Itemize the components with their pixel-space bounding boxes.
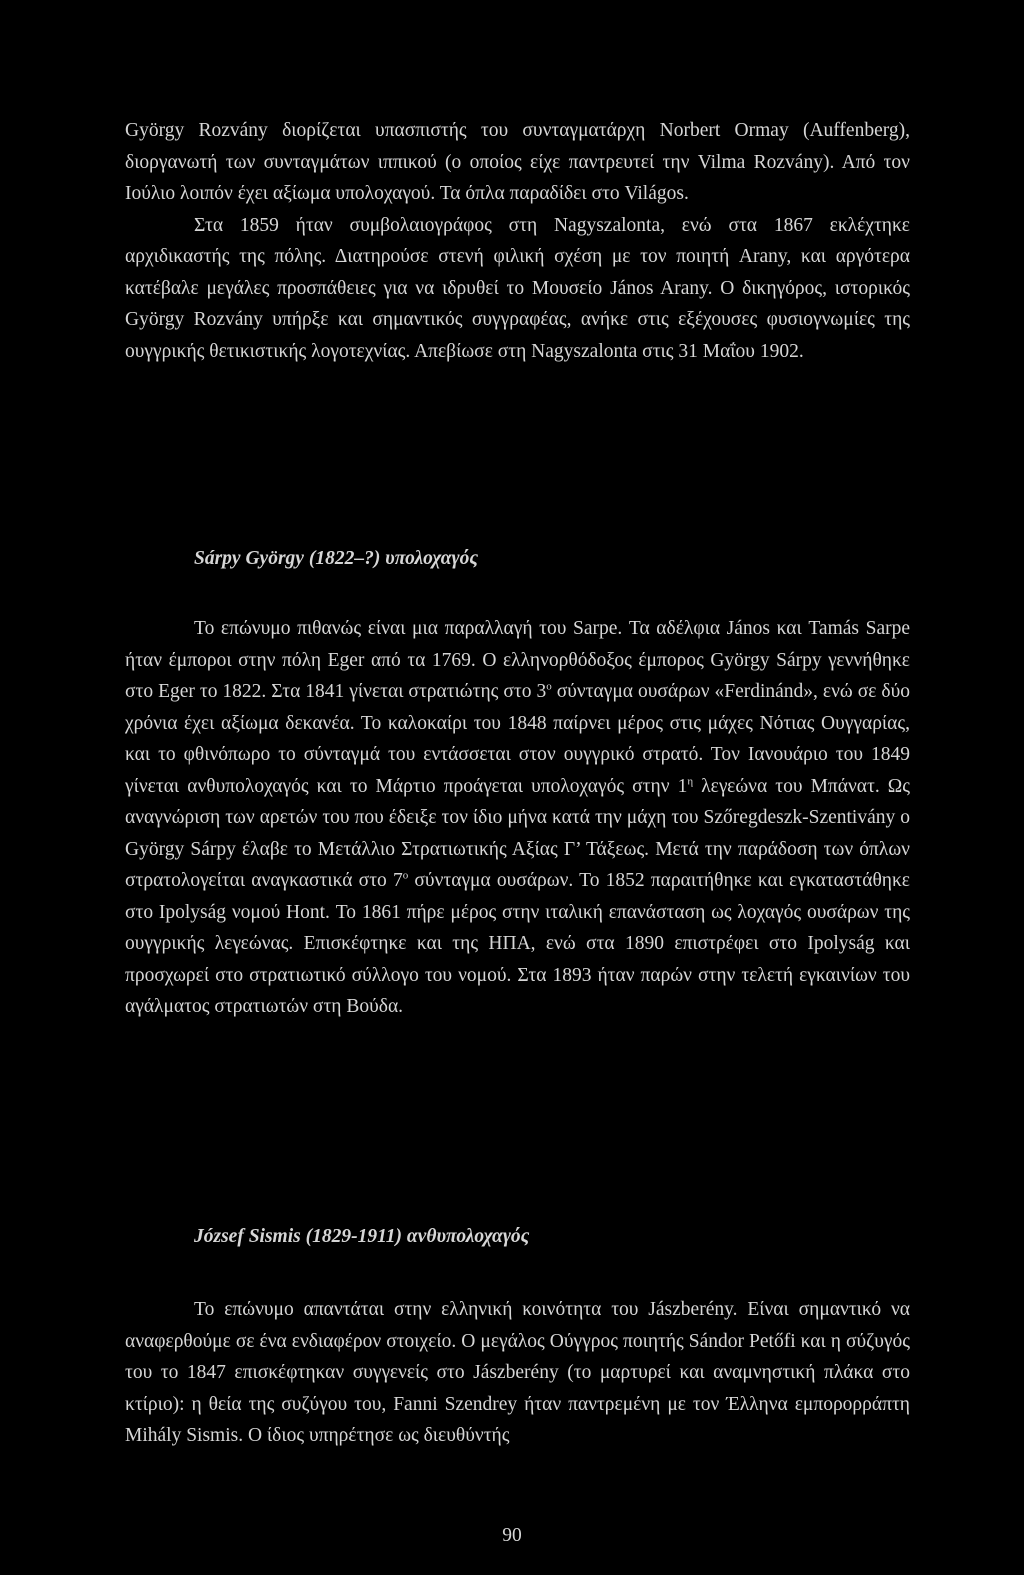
paragraph: Το επώνυμο απαντάται στην ελληνική κοινότητα του Jászberény. Είναι σημαντικό να αναφερθούμε σε ένα ενδιαφέρον στοιχείο. Ο μεγάλος Ούγγρος ποιητής Sándor Petőfi και η σύζυγός του το 1847 επισκέφτηκαν συγγενείς στο Jászberény (το μαρτυρεί και αναμνηστική πλάκα στο κτίριο): η θεία της συζύγου του, Fanni Szendrey ήταν παντρεμένη με τον Έλληνα εμπορορράπτη Mihály Sismis. Ο ίδιος υπηρέτησε ως διευθύντής — [125, 1299, 910, 1446]
text-run: Το επώνυμο πιθανώς είναι μια παραλλαγή του Sarpe. Τα αδέλφια János και Tamás Sarpe ήταν έμποροι στην πόλη Eger από τα 1769. Ο ελληνορθόδοξος έμπορος György Sárpy γεννήθηκε στο Eger το 1822. Στα 1841 γίνεται στρατιώτης στο 3 — [125, 618, 910, 702]
ordinal-superscript: η — [687, 775, 694, 787]
paragraph: Στα 1859 ήταν συμβολαιογράφος στη Nagyszalonta, ενώ στα 1867 εκλέχτηκε αρχιδικαστής της πόλης. Διατηρούσε στενή φιλική σχέση με τον ποιητή Arany, και αργότερα κατέβαλε μεγάλες προσπάθειες για να ιδρυθεί το Μουσείο János Arany. Ο δικηγόρος, ιστορικός György Rozvány υπήρξε και σημαντικός συγγραφέας, ανήκε στις εξέχουσες φυσιογνωμίες της ουγγρικής θετικιστικής λογοτεχνίας. Απεβίωσε στη Nagyszalonta στις 31 Μαΐου 1902. — [125, 214, 910, 362]
text-run: λεγεώνα του Μπάνατ. Ως αναγνώριση των αρετών του που έδειξε τον ίδιο μήνα κατά την μάχη του Szőregdeszk-Szentivány ο György Sárpy έλαβε το Μετάλλιο Στρατιωτικής Αξίας Γ’ Τάξεως. Μετά την παράδοση των όπλων στρατολογείται αναγκαστικά στο 7 — [125, 775, 911, 891]
page-number: 90 — [502, 1525, 522, 1546]
paragraph — [125, 613, 910, 1023]
section-heading-sarpy: Sárpy György (1822–?) υπολοχαγός — [194, 548, 479, 569]
sarpy-section — [125, 613, 910, 1023]
paragraph-continuation: György Rozvány διορίζεται υπασπιστής του συνταγματάρχη Norbert Ormay (Auffenberg), διοργανωτή των συνταγμάτων ιππικού (ο οποίος είχε παντρευτεί την Vilma Rozvány). Από τον Ιούλιο λοιπόν έχει αξίωμα υπολοχαγού. Τα όπλα παραδίδει στο Világos. — [125, 120, 910, 204]
sismis-section — [125, 1294, 910, 1452]
ordinal-superscript: ο — [546, 680, 552, 693]
section-heading-sismis: József Sismis (1829-1911) ανθυπολοχαγός — [194, 1226, 530, 1247]
ordinal-superscript: ο — [402, 869, 409, 882]
rozvany-section — [125, 115, 910, 367]
text-run: σύνταγμα ουσάρων «Ferdinánd», ενώ σε δύο χρόνια έχει αξίωμα δεκανέα. Το καλοκαίρι του 1848 παίρνει μέρος στις μάχες Νότιας Ουγγαρίας, και το φθινόπωρο το σύνταγμά του εντάσσεται στον ουγγρικό στρατό. Τον Ιανουάριο του 1849 γίνεται ανθυπολοχαγός και το Μάρτιο προάγεται υπολοχαγός στην 1 — [125, 681, 911, 797]
text-run: σύνταγμα ουσάρων. Το 1852 παραιτήθηκε και εγκαταστάθηκε στο Ipolyság νομού Hont. Το 1861 πήρε μέρος στην ιταλική επανάσταση ως λοχαγός ουσάρων της ουγγρικής λεγεώνας. Επισκέφτηκε και της ΗΠΑ, ενώ στα 1890 επιστρέφει στο Ipolyság και προσχωρεί στο στρατιωτικό σύλλογο του νομού. Στα 1893 ήταν παρών στην τελετή εγκαινίων του αγάλματος στρατιωτών στη Βούδα. — [125, 870, 910, 1017]
